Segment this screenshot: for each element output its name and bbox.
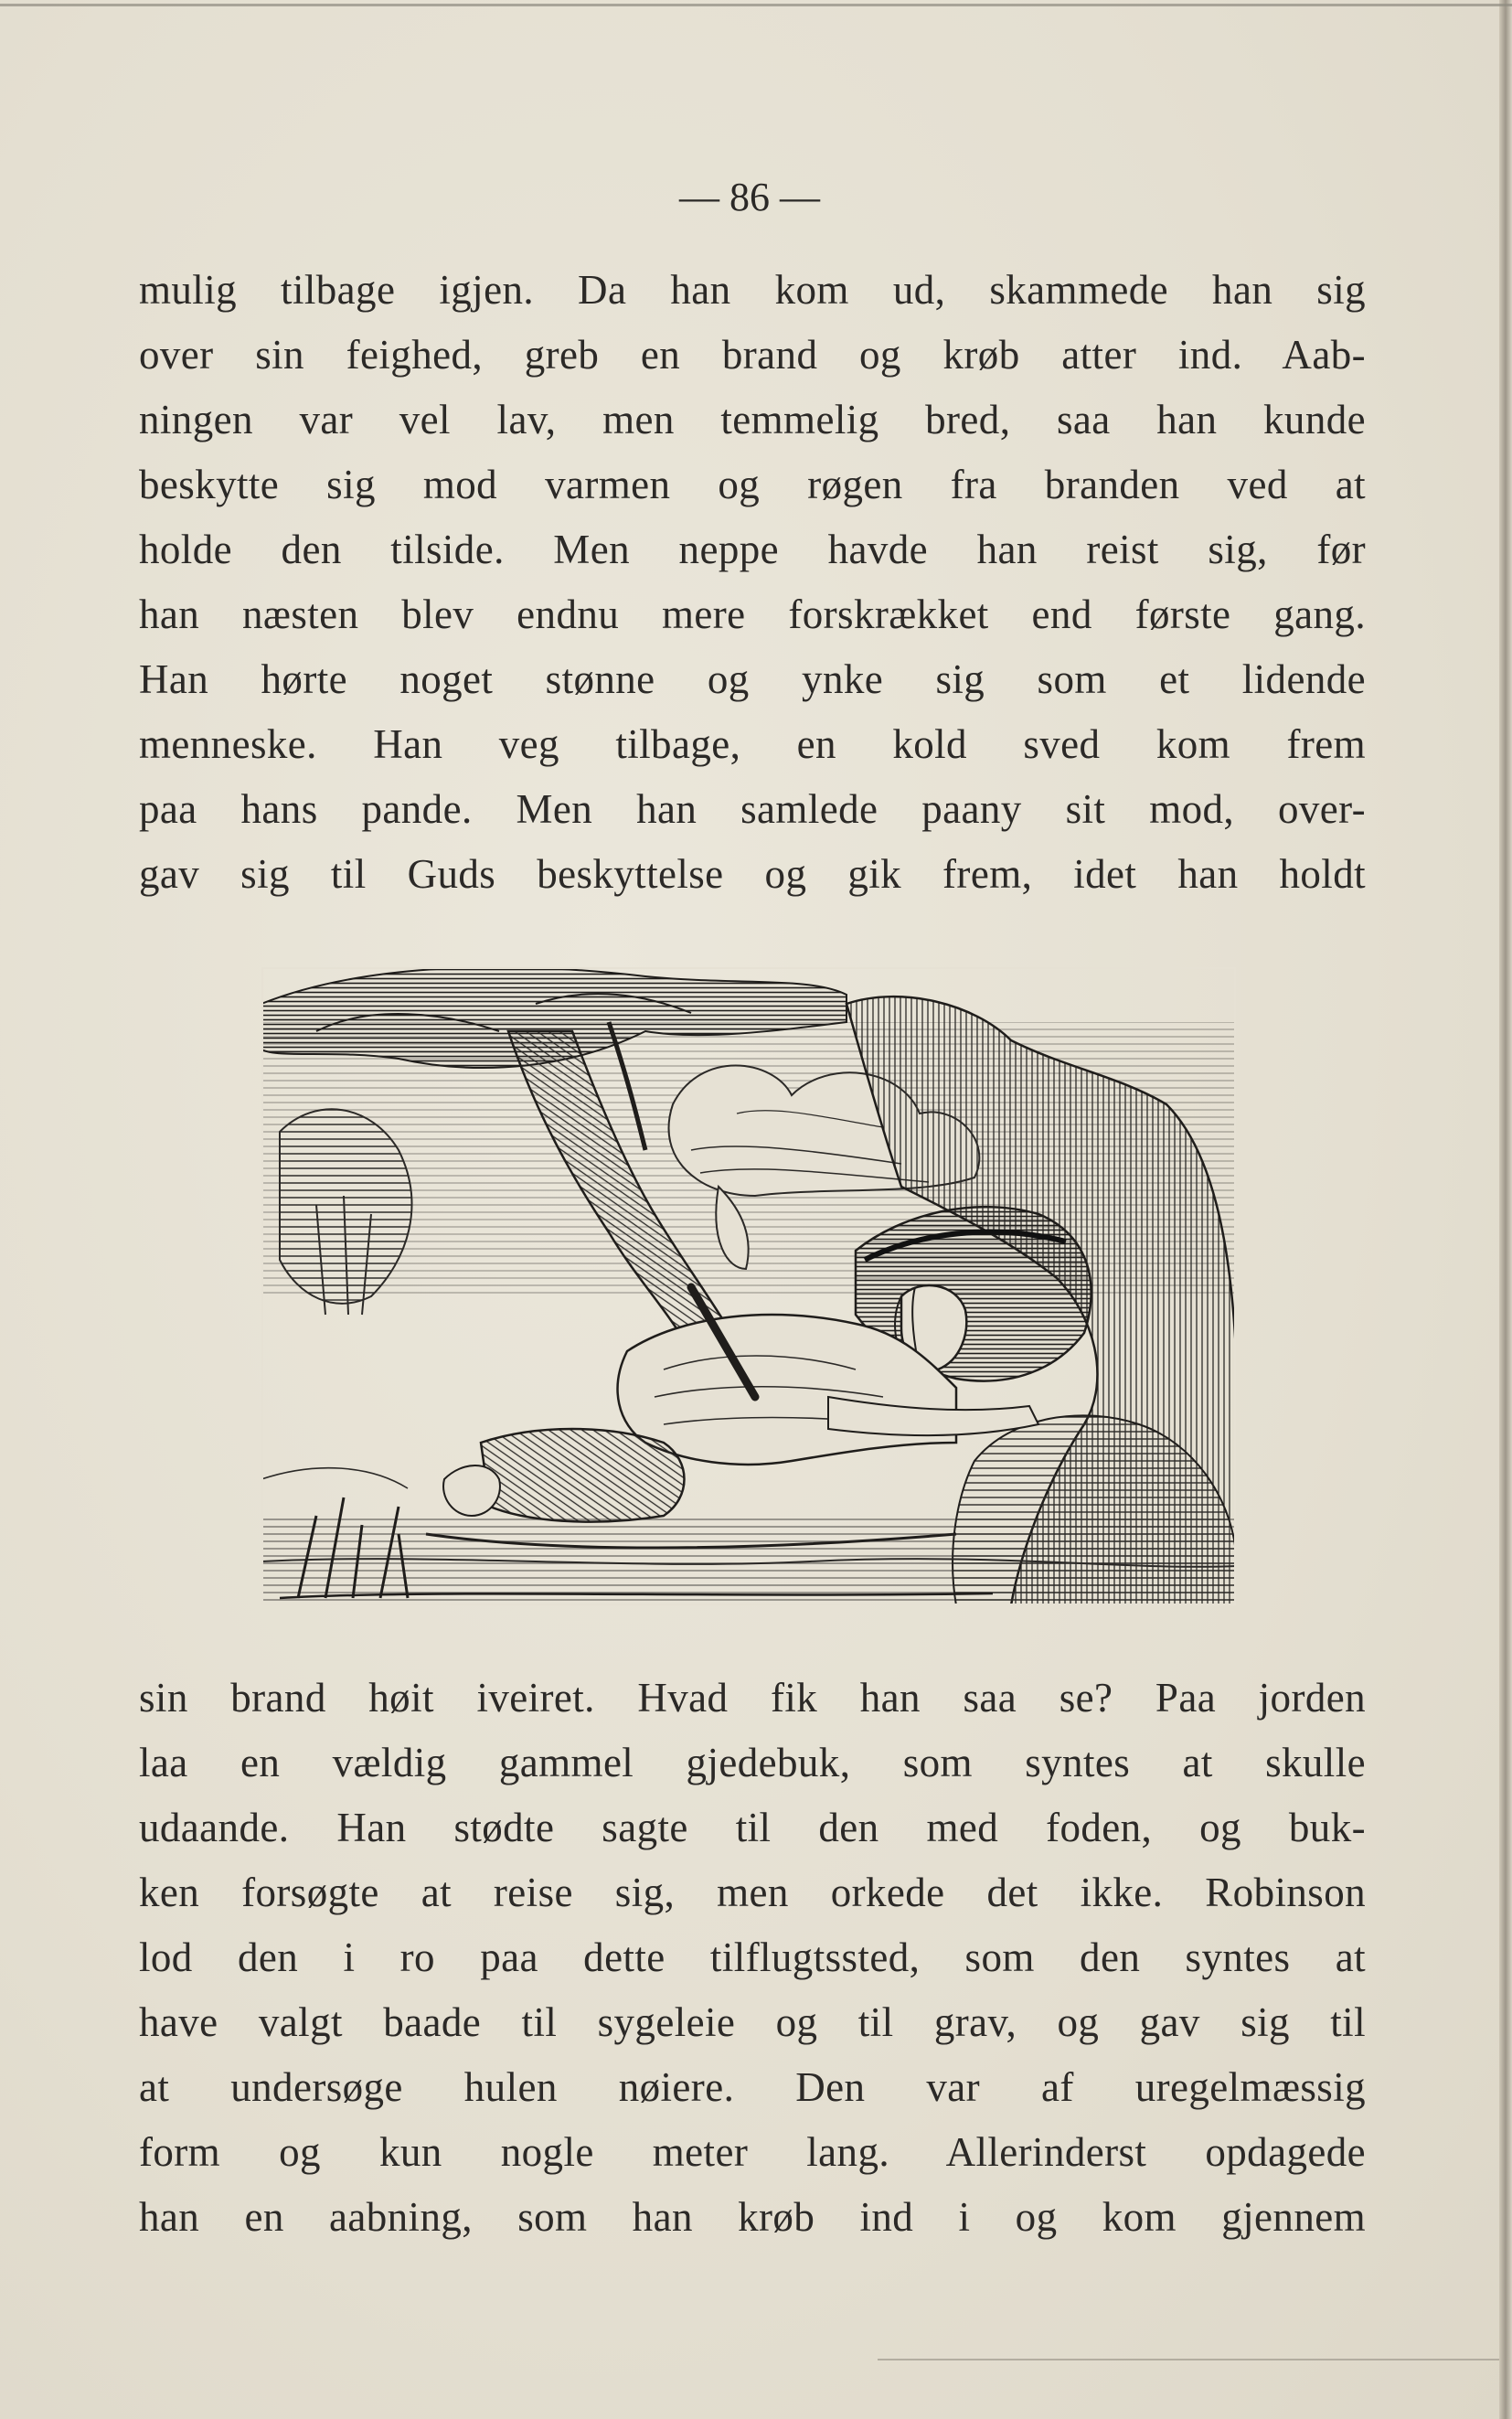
text-line: han næsten blev endnu mere forskrækket end første gang.	[139, 591, 1366, 637]
text-line: ningen var vel lav, men temmelig bred, saa han kunde	[139, 397, 1366, 442]
paragraph-top	[139, 258, 1366, 907]
text-line: ken forsøgte at reise sig, men orkede det ikke. Robinson	[139, 1870, 1366, 1915]
text-line: Han hørte noget stønne og ynke sig som et lidende	[139, 656, 1366, 702]
text-line: gav sig til Guds beskyttelse og gik frem, idet han holdt	[139, 851, 1366, 897]
page-edge	[1499, 0, 1512, 2419]
engraving-svg	[261, 967, 1236, 1605]
text-line: paa hans pande. Men han samlede paany sit mod, over-	[139, 786, 1366, 832]
text-line: mulig tilbage igjen. Da han kom ud, skammede han sig	[139, 267, 1366, 313]
text-line: laa en vældig gammel gjedebuk, som syntes at skulle	[139, 1740, 1366, 1785]
engraving-illustration	[261, 967, 1236, 1605]
text-line: have valgt baade til sygeleie og til grav, og gav sig til	[139, 1999, 1366, 2045]
text-line: han en aabning, som han krøb ind i og kom gjennem	[139, 2194, 1366, 2240]
text-line: over sin feighed, greb en brand og krøb atter ind. Aab-	[139, 332, 1366, 378]
text-line: beskytte sig mod varmen og røgen fra branden ved at	[139, 462, 1366, 507]
page-number: — 86 —	[679, 175, 820, 219]
text-line: holde den tilside. Men neppe havde han reist sig, før	[139, 527, 1366, 572]
text-line: menneske. Han veg tilbage, en kold sved kom frem	[139, 721, 1366, 767]
text-line: sin brand høit iveiret. Hvad fik han saa se? Paa jorden	[139, 1675, 1366, 1721]
top-edge-line	[0, 4, 1512, 6]
text-line: udaande. Han stødte sagte til den med foden, og buk-	[139, 1805, 1366, 1850]
text-line: lod den i ro paa dette tilflugtssted, som den syntes at	[139, 1934, 1366, 1980]
text-line: form og kun nogle meter lang. Allerinderst opdagede	[139, 2129, 1366, 2175]
bottom-edge-mark	[878, 2359, 1499, 2360]
text-line: at undersøge hulen nøiere. Den var af uregelmæssig	[139, 2064, 1366, 2110]
paragraph-bottom	[139, 1666, 1366, 2250]
